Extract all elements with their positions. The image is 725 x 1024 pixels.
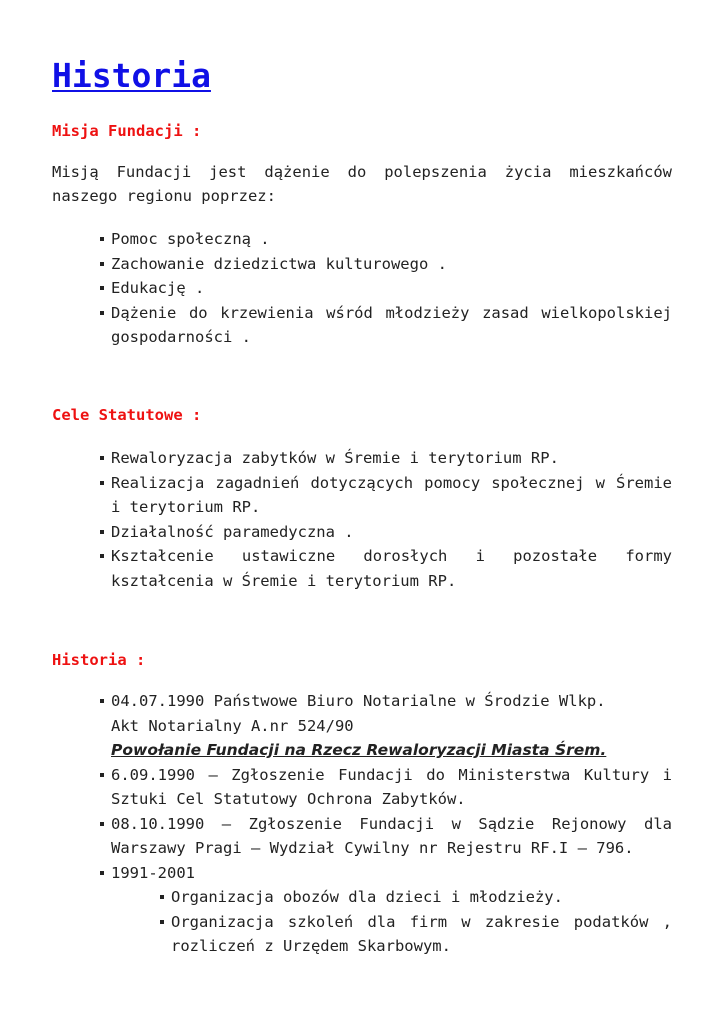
historia-heading: Historia : <box>52 651 146 669</box>
cele-heading: Cele Statutowe : <box>52 406 202 424</box>
list-item: 08.10.1990 – Zgłoszenie Fundacji w Sądzie Rejonowy dla Warszawy Pragi – Wydział Cywilny nr Rejestru RF.I – 796. <box>100 812 672 861</box>
page-title-link[interactable]: Historia <box>52 56 211 95</box>
history-entry-1990-07-notary: 04.07.1990 Państwowe Biuro Notarialne w Środzie Wlkp. <box>111 692 606 710</box>
misja-intro: Misją Fundacji jest dążenie do polepszenia życia mieszkańców naszego regionu poprzez: <box>52 163 672 205</box>
cele-list <box>100 446 672 593</box>
list-item: Dążenie do krzewienia wśród młodzieży zasad wielkopolskiej gospodarności . <box>100 301 672 350</box>
misja-list <box>100 227 672 350</box>
list-item: 6.09.1990 – Zgłoszenie Fundacji do Ministerstwa Kultury i Sztuki Cel Statutowy Ochrona Zabytków. <box>100 763 672 812</box>
history-entry-founding-emphasis: Powołanie Fundacji na Rzecz Rewaloryzacji Miasta Śrem. <box>111 741 607 759</box>
list-item: Zachowanie dziedzictwa kulturowego . <box>100 252 672 277</box>
list-item: Pomoc społeczną . <box>100 227 672 252</box>
page-title <box>52 52 672 100</box>
list-item: Kształcenie ustawiczne dorosłych i pozostałe formy kształcenia w Śremie i terytorium RP. <box>100 544 672 593</box>
historia-sublist <box>160 885 672 959</box>
page-content <box>52 52 672 955</box>
historia-list <box>100 689 672 885</box>
history-entry-deed-number: Akt Notarialny A.nr 524/90 <box>111 716 354 735</box>
list-item: Organizacja szkoleń dla firm w zakresie podatków , rozliczeń z Urzędem Skarbowym. <box>160 910 672 959</box>
list-item: Organizacja obozów dla dzieci i młodzieży. <box>160 885 672 910</box>
list-item: Działalność paramedyczna . <box>100 520 672 545</box>
misja-heading: Misja Fundacji : <box>52 122 202 140</box>
list-item: 1991-2001 <box>100 861 672 886</box>
list-item: Rewaloryzacja zabytków w Śremie i terytorium RP. <box>100 446 672 471</box>
list-item: Edukację . <box>100 276 672 301</box>
list-item <box>100 689 672 763</box>
list-item: Realizacja zagadnień dotyczących pomocy społecznej w Śremie i terytorium RP. <box>100 471 672 520</box>
